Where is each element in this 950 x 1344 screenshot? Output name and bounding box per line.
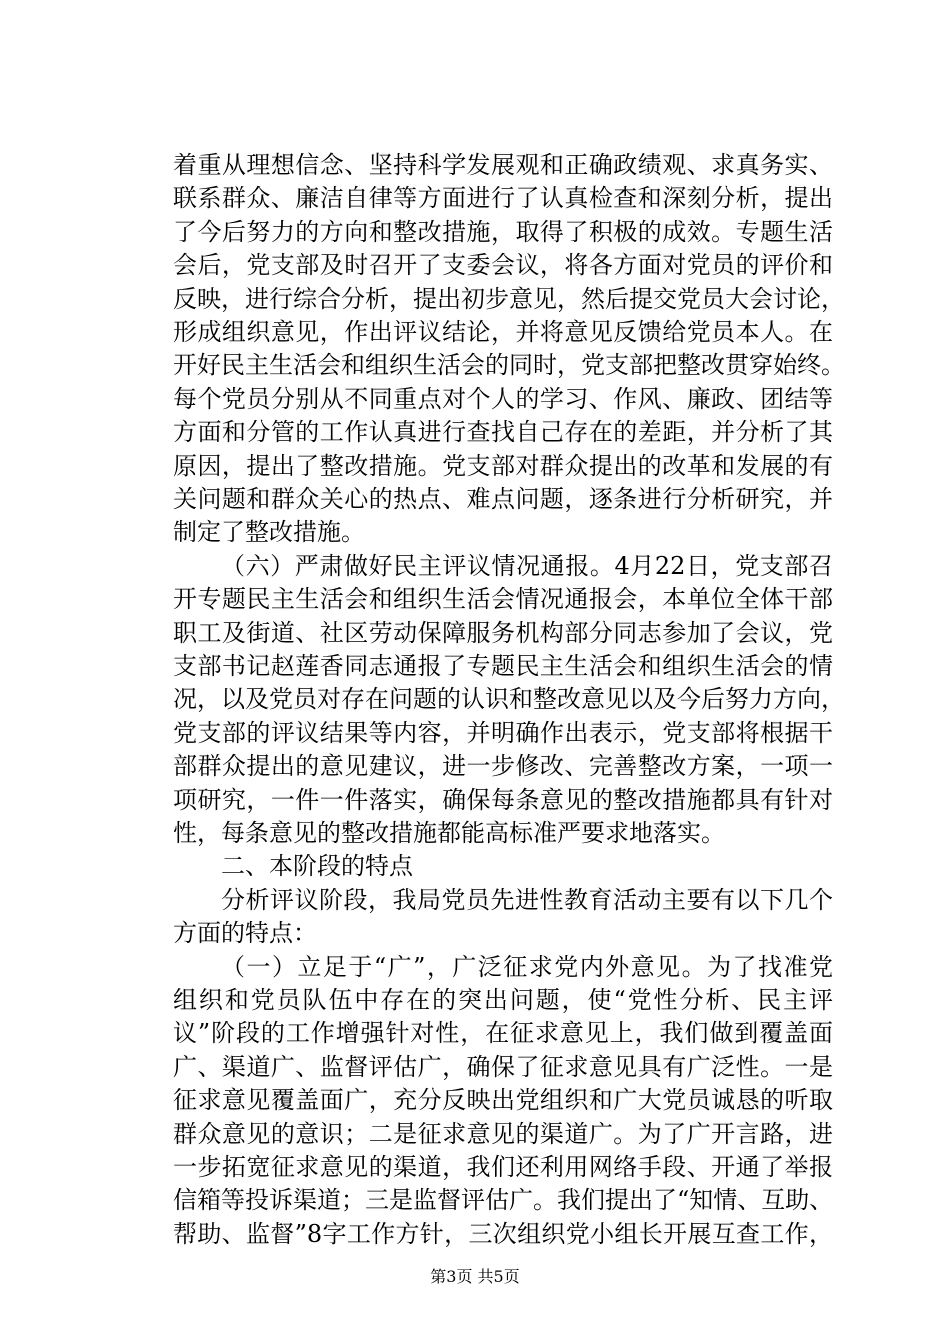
text-line: 性，每条意见的整改措施都能高标准严要求地落实。 <box>173 819 725 847</box>
section-heading: 二、本阶段的特点 <box>221 852 413 881</box>
text-line: 况，以及党员对存在问题的认识和整改意见以及今后努力方向， <box>173 685 845 714</box>
text-line: 信箱等投诉渠道；三是监督评估广。我们提出了“知情、互助、 <box>173 1186 834 1215</box>
text-line: 征求意见覆盖面广，充分反映出党组织和广大党员诚恳的听取 <box>173 1086 833 1115</box>
text-line: 群众意见的意识；二是征求意见的渠道广。为了广开言路，进 <box>173 1119 833 1148</box>
text-line: 会后，党支部及时召开了支委会议，将各方面对党员的评价和 <box>173 251 833 280</box>
text-line: 原因，提出了整改措施。党支部对群众提出的改革和发展的有 <box>173 451 833 480</box>
text-line: 方面和分管的工作认真进行查找自己存在的差距，并分析了其 <box>173 418 833 447</box>
paragraph-first-line: 分析评议阶段，我局党员先进性教育活动主要有以下几个 <box>221 885 833 914</box>
text-line: 组织和党员队伍中存在的突出问题，使“党性分析、民主评 <box>173 986 833 1014</box>
text-line: 联系群众、廉洁自律等方面进行了认真检查和深刻分析，提出 <box>173 184 833 213</box>
text-line: 帮助、监督”8字工作方针，三次组织党小组长开展互查工作， <box>173 1219 833 1248</box>
text-line: 关问题和群众关心的热点、难点问题，逐条进行分析研究，并 <box>173 485 833 513</box>
page-footer: 第3页 共5页 <box>430 1267 520 1286</box>
text-line: 党支部的评议结果等内容，并明确作出表示，党支部将根据干 <box>173 718 833 747</box>
text-line: 议”阶段的工作增强针对性，在征求意见上，我们做到覆盖面 <box>173 1019 833 1048</box>
text-line: 广、渠道广、监督评估广，确保了征求意见具有广泛性。一是 <box>173 1052 833 1081</box>
text-line: 开专题民主生活会和组织生活会情况通报会，本单位全体干部 <box>173 585 833 614</box>
text-line: 了今后努力的方向和整改措施，取得了积极的成效。专题生活 <box>173 217 833 246</box>
text-line: 制定了整改措施。 <box>173 518 365 547</box>
text-line: 方面的特点： <box>173 919 317 948</box>
paragraph-first-line: （六）严肃做好民主评议情况通报。4月22日，党支部召 <box>221 551 833 580</box>
text-line: 形成组织意见，作出评议结论，并将意见反馈给党员本人。在 <box>173 318 833 346</box>
text-line: 每个党员分别从不同重点对个人的学习、作风、廉政、团结等 <box>173 384 833 413</box>
paragraph-first-line: （一）立足于“广”，广泛征求党内外意见。为了找准党 <box>221 952 833 981</box>
text-line: 一步拓宽征求意见的渠道，我们还利用网络手段、开通了举报 <box>173 1153 833 1181</box>
text-line: 开好民主生活会和组织生活会的同时，党支部把整改贯穿始终。 <box>173 351 845 380</box>
text-line: 支部书记赵莲香同志通报了专题民主生活会和组织生活会的情 <box>173 652 833 680</box>
text-line: 反映，进行综合分析，提出初步意见，然后提交党员大会讨论， <box>173 284 845 313</box>
text-line: 部群众提出的意见建议，进一步修改、完善整改方案，一项一 <box>173 752 833 781</box>
text-line: 职工及街道、社区劳动保障服务机构部分同志参加了会议，党 <box>173 618 833 647</box>
text-line: 着重从理想信念、坚持科学发展观和正确政绩观、求真务实、 <box>173 151 833 179</box>
text-line: 项研究，一件一件落实，确保每条意见的整改措施都具有针对 <box>173 785 833 814</box>
